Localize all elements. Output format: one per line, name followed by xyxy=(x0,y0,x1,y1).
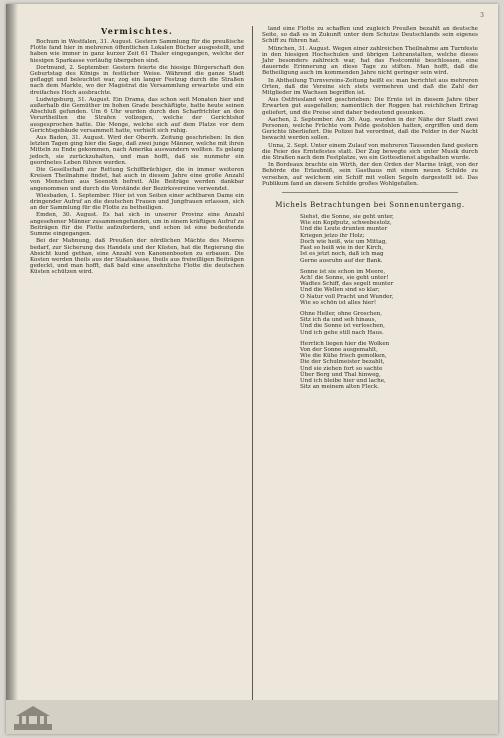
poem-stanza xyxy=(300,311,478,336)
separator-rule xyxy=(282,192,458,193)
poem-line: Und sie ziehen fort so sachte xyxy=(300,365,383,372)
newspaper-page xyxy=(6,4,498,734)
poem-line: Von der Sonne ausgemahlt, xyxy=(300,346,378,353)
poem-line: Sitz an meinem alten Fleck. xyxy=(300,384,380,391)
poem-line: Kriegen jetzo ihr Holz; xyxy=(300,232,365,239)
article-paragraph: Ludwigsburg, 31. August. Ein Drama, das schon seit Monaten hier und außerhalb die Gemüther im hohen Grade beschäftigte, hatte heute seinen Abschluß gefunden. Um 6 Uhr wurden durch den Scharfrichter an den Verurtheilten die Strafen vollzogen, welche der Gerichtshof ausgesprochen hatte. Die Menge, welche sich auf dem Platze vor dem Gerichtsgebäude versammelt hatte, verhielt sich ruhig. xyxy=(30,96,244,134)
left-column xyxy=(30,26,244,277)
article-paragraph: Bochum in Westfalen, 31. August. Gestern Sammlung für die preußische Flotte fand hier in mehreren öffentlichen Lokalen Bücher ausgestellt, und haben wie immer in ganz kurzer Zeit 61 Thaler eingegangen, welche der hiesigen Sparkasse vorläufig übergeben sind. xyxy=(30,39,244,64)
poem-line: Wie die Kühe frisch gemolken, xyxy=(300,353,387,360)
poem-line: Sitz ich da und seh hinaus, xyxy=(300,317,377,324)
poem-title: Michels Betrachtungen bei Sonnenuntergang. xyxy=(275,201,465,210)
article-paragraph: München, 31. August. Wegen einer zahlreichen Theilnahme am Turnfeste in den hiesigen Hochschulen und übrigen Lehranstalten, welche dieses Jahr besonders zahlreich war, hat das Festcomité beschlossen, eine dauernde Erinnerung an diese Tage zu stiften. Man hofft, daß die Betheiligung auch im kommenden Jahre nicht geringer sein wird. xyxy=(262,45,478,77)
poem-line: Sonne ist sie schon im Meere, xyxy=(300,268,386,275)
poem-line: Wie so schön ist alles hier! xyxy=(300,299,377,306)
section-title: Vermischtes. xyxy=(101,26,173,36)
poem xyxy=(262,214,478,390)
article-paragraph: Aus Baden, 31. August. Wird der Oberrh. Zeitung geschrieben: In den letzten Tagen ging hier die Sage, daß zwei junge Männer, welche mit ihren Mitteln zu Ende gekommen, nach Amerika auswandern wollten. Es gelang jedoch, sie zurückzuhalten, und man hofft, daß sie nunmehr ein geordnetes Leben führen werden. xyxy=(30,135,244,166)
poem-line: Und die Wellen sind so klar; xyxy=(300,287,380,294)
poem-line: Ist es jetzt noch, daß ich mag xyxy=(300,251,384,258)
poem-line: Siehst, die Sonne, sie geht unter, xyxy=(300,214,394,221)
poem-line: Die der Schulmeister bezahlt, xyxy=(300,359,385,366)
article-paragraph: Wiesbaden, 1. September. Hier ist von Seiten einer achtbaren Dame ein dringender Aufruf an die deutschen Frauen und Jungfrauen erlassen, sich an der Sammlung für die Flotte zu betheiligen. xyxy=(30,192,244,212)
article-paragraph: Aachen, 2. September. Am 30. Aug. wurden in der Nähe der Stadt zwei Personen, welche Früchte vom Felde gestohlen hatten, ergriffen und dem Gerichte überliefert. Die Polizei hat verordnet, daß die Felder in der Nacht bewacht werden sollen. xyxy=(262,116,478,142)
poem-line: Wadtes Schiff, das segelt munter xyxy=(300,281,394,288)
poem-stanza xyxy=(300,269,478,306)
poem-line: Und die Sonne ist verloschen, xyxy=(300,323,385,330)
article-paragraph: land eine Flotte zu schaffen und zugleich Preußen bezahlt an deutsche Seite, so daß es in Zukunft unter dem Schutze Deutschlands sein eigenes Schiff zu führen hat. xyxy=(262,26,478,45)
page-number: 3 xyxy=(480,12,484,19)
article-paragraph: In Bordeaux brachte ein Wirth, der den Orden der Marine trägt, von der Behörde die Erlaubniß, sein Gasthaus mit einem neuen Schilde zu versehen, auf welchem ein Schiff mit vollen Segeln dargestellt ist. Das Publikum fand an diesem Schilde großes Wohlgefallen. xyxy=(262,162,478,187)
column-divider xyxy=(252,26,253,706)
poem-line: Wie ein Kopfputz, schwebestolz, xyxy=(300,220,392,227)
poem-line: Und ich gehe still nach Haus. xyxy=(300,329,384,336)
poem-line: Ach! die Sonne, sie geht unter! xyxy=(300,274,389,281)
article-paragraph: Unna, 2. Sept. Unter einem Zulauf von mehreren Tausenden fand gestern die Feier des Erntefestes statt. Der Zug bewegte sich unter Musik durch die Straßen nach dem Festplatze, wo ein Gottesdienst abgehalten wurde. xyxy=(262,142,478,162)
poem-line: Und die Leute drunten munter xyxy=(300,226,388,233)
poem-line: Ohne Heller, ohne Groschen, xyxy=(300,310,383,317)
poem-line: Über Berg und Thal hinweg, xyxy=(300,371,381,378)
library-logo-icon xyxy=(14,704,52,730)
article-paragraph: Emden, 30. August. Es hat sich in unserer Provinz eine Anzahl angesehener Männer zusammengefunden, um in einem kräftigen Aufruf zu Beiträgen für die Flotte aufzufordern, und schon ist eine bedeutende Summe eingegangen. xyxy=(30,212,244,238)
article-paragraph: Dortmund, 2. September. Gestern feierte die hiesige Bürgerschaft den Geburtstag des Königs in festlicher Weise. Während die ganze Stadt geflaggt und beleuchtet war, zog ein langer Festzug durch die Straßen nach dem Markte, wo der Magistrat die Versammlung erwartete und ein dreifaches Hoch ausbrachte. xyxy=(30,64,244,96)
poem-stanza xyxy=(300,214,478,264)
page-footer xyxy=(6,700,498,734)
poem-line: O Natur voll Pracht und Wunder, xyxy=(300,293,394,300)
poem-stanza xyxy=(300,341,478,391)
article-paragraph: In Abtheilung Turnvereins-Zeitung heißt es: man berichtet aus mehreren Orten, daß die Vereine sich stets vermehren und daß die Zahl der Mitglieder im Wachsen begriffen ist. xyxy=(262,77,478,97)
article-paragraph: Aus Ostfriesland wird geschrieben: Die Ernte ist in diesem Jahre über Erwarten gut ausgefallen; namentlich der Roggen hat reichlichen Ertrag geliefert, und die Preise sind daher bedeutend gesunken. xyxy=(262,97,478,116)
article-paragraph: Bei der Mahnung, daß Preußen der nördlichen Mächte des Meeres bedarf, zur Sicherung des Handels und der Küsten, hat die Regierung die Absicht kund gethan, eine Anzahl von Kanonenbooten zu erbauen. Die Kosten werden theils aus der Staatskasse, theils aus freiwilligen Beiträgen gedeckt, und man hofft, daß bald eine ansehnliche Flotte die deutschen Küsten schützen wird. xyxy=(30,238,244,276)
binding-gutter xyxy=(6,4,18,734)
poem-line: Fast so heiß wie in der Kirch, xyxy=(300,245,384,252)
poem-line: Gerne ausruhn auf der Bank. xyxy=(300,257,383,264)
poem-line: Herrlich liegen hier die Wolken xyxy=(300,340,390,347)
poem-line: Doch wie heiß, wie um Mittag, xyxy=(300,238,388,245)
article-paragraph: Die Gesellschaft zur Rettung Schiffbrüchiger, die in immer weiteren Kreisen Theilnahme findet, hat auch in diesem Jahre eine große Anzahl von Menschen aus Seenoth befreit. Alle Beiträge werden dankbar angenommen und durch die Vorstände der Bezirksvereine verwendet. xyxy=(30,167,244,192)
right-column xyxy=(262,26,478,395)
poem-line: Und ich bleibe hier und lache, xyxy=(300,377,386,384)
